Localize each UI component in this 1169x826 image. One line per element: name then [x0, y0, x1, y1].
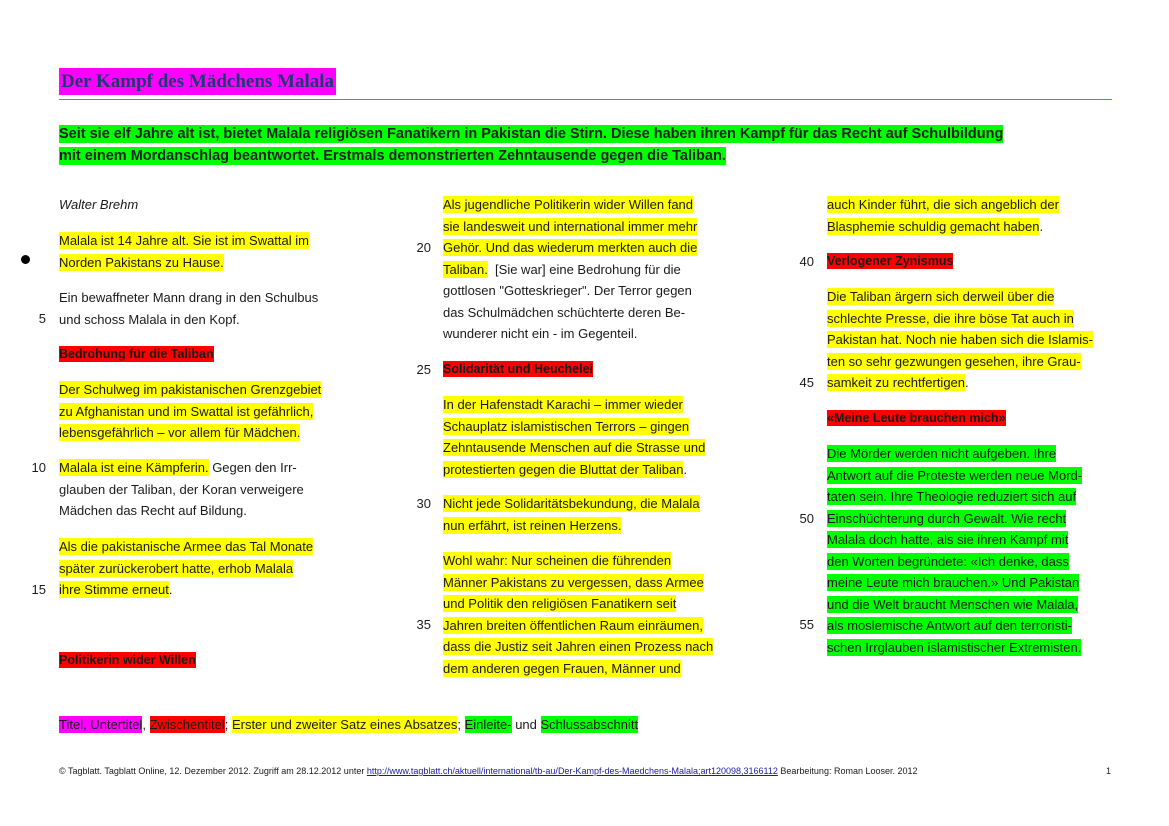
text-line: . [168, 582, 173, 597]
lead-paragraph [59, 123, 1104, 167]
text-line: Männer Pakistans zu vergessen, dass Armee [443, 574, 704, 590]
line-number: 20 [416, 240, 431, 255]
paragraph [59, 287, 318, 330]
footer-credit: Bearbeitung: Roman Looser. 2012 [777, 766, 918, 776]
text-line: Mädchen das Recht auf Bildung. [59, 503, 247, 518]
text-line: und Politik den religiösen Fanatikern seit [443, 596, 677, 611]
paragraph [443, 550, 713, 679]
text-line: Schauplatz islamistischen Terrors – gingen [443, 418, 690, 434]
subheading [827, 408, 1006, 430]
text-line: zu Afghanistan und im Swattal ist gefährlich, [59, 403, 314, 419]
source-link[interactable]: http://www.tagblatt.ch/aktuell/international/tb-au/Der-Kampf-des-Maedchens-Malala;art120098,3166112 [366, 766, 778, 776]
text-line: Ein bewaffneter Mann drang in den Schulbus [59, 290, 319, 305]
color-legend [59, 715, 638, 735]
footer-source: © Tagblatt. Tagblatt Online, 12. Dezember 2012. Zugriff am 28.12.2012 unter [59, 766, 367, 776]
subheading [59, 344, 214, 366]
text-line: Malala ist eine Kämpferin. [59, 460, 209, 475]
text-line: Taliban. [443, 261, 488, 277]
bullet-dot [21, 255, 30, 264]
text-line: Zehntausende Menschen auf die Strasse und [443, 440, 706, 455]
text-line: lebensgefährlich – vor allem für Mädchen. [59, 425, 301, 440]
text-line: Die Taliban ärgern sich derweil über die [827, 289, 1055, 304]
paragraph [443, 493, 700, 536]
line-number: 55 [799, 617, 814, 632]
paragraph [827, 443, 1082, 658]
legend-separator: ; [457, 717, 465, 732]
paragraph [443, 394, 705, 480]
text-line: Als jugendliche Politikerin wider Willen fand [443, 197, 694, 212]
legend-sentences: Erster und zweiter Satz eines Absatzes [231, 717, 458, 732]
title-rule [59, 99, 1112, 100]
text-line: Die Mörder werden nicht aufgeben. Ihre [827, 446, 1057, 461]
text-line: dass die Justiz seit Jahren einen Prozess nach [443, 639, 714, 654]
subheading [827, 251, 953, 273]
legend-intro: Einleite- [464, 717, 512, 732]
subheading-text: Politikerin wider Willen [59, 653, 196, 667]
subheading [443, 359, 593, 381]
text-line: Jahren breiten öffentlichen Raum einräumen, [443, 617, 703, 633]
text-line: schen Irrglauben islamistischer Extremisten. [827, 639, 1082, 655]
subheading-text: «Meine Leute brauchen mich» [827, 411, 1006, 425]
text-line: glauben der Taliban, der Koran verweigere [59, 481, 304, 497]
line-number: 30 [416, 496, 431, 511]
source-footer [59, 765, 918, 777]
line-number: 25 [416, 362, 431, 377]
subheading-text: Verlogener Zynismus [827, 254, 954, 268]
text-line: ihre Stimme erneut [59, 582, 169, 597]
line-number: 45 [799, 375, 814, 390]
paragraph [59, 230, 309, 273]
legend-separator: , [142, 717, 150, 732]
text-line: schlechte Presse, die ihre böse Tat auch in [827, 310, 1074, 326]
text-line: Einschüchterung durch Gewalt. Wie recht [827, 510, 1067, 526]
text-line: als moslemische Antwort auf den terroristi- [827, 618, 1072, 633]
subheading-text: Bedrohung für die Taliban [59, 347, 214, 361]
paragraph [59, 457, 304, 522]
text-line: Der Schulweg im pakistanischen Grenzgebiet [59, 382, 322, 397]
text-line: dem anderen gegen Frauen, Männer und [443, 660, 681, 676]
legend-title: Titel, Untertitel [59, 717, 143, 732]
paragraph [59, 379, 321, 444]
text-line: protestierten gegen die Bluttat der Taliban [443, 461, 684, 477]
text-line: [Sie war] eine Bedrohung für die [495, 261, 681, 277]
text-line: Malala ist 14 Jahre alt. Sie ist im Swattal im [59, 233, 309, 248]
lead-line: mit einem Mordanschlag beantwortet. Erstmals demonstrierten Zehntausende gegen die Taliban. [59, 148, 726, 164]
legend-separator: ; [224, 717, 232, 732]
text-line: nun erfährt, ist reinen Herzens. [443, 517, 622, 533]
line-number: 5 [38, 311, 46, 326]
author-name: Walter Brehm [59, 197, 139, 212]
subheading [59, 650, 196, 672]
text-line: Wohl wahr: Nur scheinen die führenden [443, 553, 672, 568]
text-line: Norden Pakistans zu Hause. [59, 254, 224, 270]
subheading-text: Solidarität und Heuchelei [443, 362, 594, 376]
text-line: und die Welt braucht Menschen wie Malala, [827, 596, 1079, 612]
text-line: den Worten begründete: «Ich denke, dass [827, 553, 1069, 569]
text-line: und schoss Malala in den Kopf. [59, 311, 240, 327]
page-number: 1 [1106, 766, 1112, 776]
line-number: 40 [799, 254, 814, 269]
text-line: . [965, 375, 969, 390]
text-line: . [1039, 218, 1044, 234]
text-line: samkeit zu rechtfertigen [827, 375, 966, 390]
text-line: gottlosen "Gotteskrieger". Der Terror gegen [443, 283, 692, 298]
paragraph [443, 194, 697, 345]
text-line: sie landesweit und international immer mehr [443, 218, 698, 234]
line-number: 15 [31, 582, 46, 597]
text-line: Gehör. Und das wiederum merkten auch die [443, 240, 698, 255]
line-number: 10 [31, 460, 46, 475]
text-line: Malala doch hatte, als sie ihren Kampf mit [827, 532, 1069, 547]
text-line: meine Leute mich brauchen.» Und Pakistan [827, 575, 1080, 590]
paragraph [827, 286, 1093, 394]
text-line: taten sein. Ihre Theologie reduziert sich auf [827, 489, 1077, 504]
line-number: 50 [799, 511, 814, 526]
lead-line: Seit sie elf Jahre alt ist, bietet Malala religiösen Fanatikern in Pakistan die Stirn. Diese haben ihren Kampf für das Recht auf Schulbildung [59, 126, 1004, 142]
text-line: Pakistan hat. Noch nie haben sich die Islamis- [827, 332, 1093, 347]
text-line: ten so sehr gezwungen gesehen, ihre Grau- [827, 353, 1081, 369]
text-line: In der Hafenstadt Karachi – immer wieder [443, 397, 683, 412]
legend-outro: Schlussabschnitt [540, 717, 639, 732]
article-title: Der Kampf des Mädchens Malala [59, 68, 336, 95]
text-line: . [683, 461, 688, 477]
line-number: 35 [416, 617, 431, 632]
text-line: Blasphemie schuldig gemacht haben [827, 218, 1040, 234]
paragraph [827, 194, 1059, 237]
text-line: Nicht jede Solidaritätsbekundung, die Malala [443, 496, 700, 511]
text-line: Als die pakistanische Armee das Tal Monate [59, 539, 314, 554]
text-line: das Schulmädchen schüchterte deren Be- [443, 304, 686, 320]
text-line: wunderer nicht ein - im Gegenteil. [443, 326, 638, 341]
text-line: Gegen den Irr- [208, 460, 297, 475]
legend-subhead: Zwischentitel [149, 717, 225, 732]
text-line: Antwort auf die Proteste werden neue Mord- [827, 467, 1083, 483]
legend-and: und [511, 717, 541, 732]
text-line: auch Kinder führt, die sich angeblich der [827, 197, 1059, 212]
paragraph [59, 536, 313, 601]
text-line: später zurückerobert hatte, erhob Malala [59, 560, 294, 576]
